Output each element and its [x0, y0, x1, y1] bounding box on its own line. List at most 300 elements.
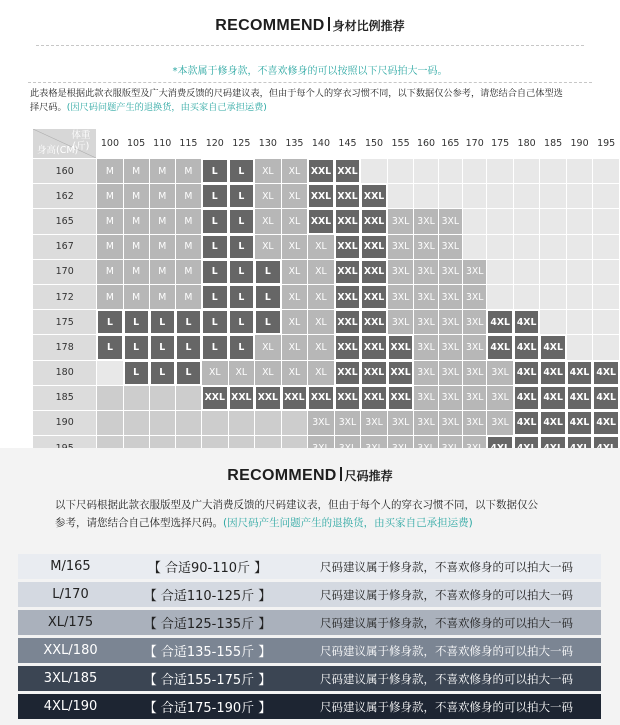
empty-cell [487, 184, 512, 208]
size-cell: 3XL [388, 310, 414, 334]
size-cell: M [150, 209, 175, 233]
size-cell: L [229, 209, 255, 233]
empty-cell [463, 184, 486, 208]
size-cell: 3XL [439, 235, 462, 259]
size-cell: 4XL [514, 411, 539, 435]
size-cell: XXL [308, 209, 334, 233]
size-cell: 4XL [593, 361, 619, 385]
weight-header-cell: 100 [97, 129, 122, 158]
size-cell: XXL [361, 386, 387, 410]
size-cell: XL [255, 361, 281, 385]
size-cell: XXL [255, 386, 281, 410]
size-label: XL/175 [47, 615, 94, 630]
size-cell: 3XL [487, 411, 512, 435]
title-separator [328, 17, 330, 31]
size-cell: L [229, 235, 255, 259]
size-cell: 3XL [388, 260, 414, 284]
size-cell: XL [308, 335, 334, 359]
fit-advice: 尺码建议属于修身款，不喜欢修身的可以拍大一码 [320, 643, 573, 658]
empty-cell [567, 159, 592, 183]
height-header-cell: 190 [33, 411, 96, 435]
size-cell: 3XL [439, 209, 462, 233]
size-cell: 3XL [463, 310, 486, 334]
height-header-cell: 170 [33, 260, 96, 284]
weight-range: 【 合适175-190斤 】 [143, 701, 272, 716]
empty-cell [514, 235, 539, 259]
empty-cell [487, 260, 512, 284]
table-row [33, 235, 619, 259]
empty-cell [463, 235, 486, 259]
section-title [0, 16, 620, 35]
size-cell: XXL [335, 159, 361, 183]
size-cell: 3XL [388, 411, 414, 435]
size-cell: L [229, 184, 255, 208]
table-row [33, 361, 619, 385]
size-label: L/170 [52, 587, 89, 602]
fit-advice: 尺码建议属于修身款，不喜欢修身的可以拍大一码 [320, 699, 573, 714]
empty-cell [540, 235, 565, 259]
empty-cell [388, 159, 414, 183]
size-cell: M [176, 285, 201, 309]
size-cell: L [255, 310, 281, 334]
size-cell: 3XL [414, 310, 437, 334]
size-recommend-row [18, 610, 601, 635]
weight-header-cell: 185 [540, 129, 565, 158]
size-cell: XL [308, 260, 334, 284]
height-axis-label: 身高(CM) [37, 145, 79, 156]
size-recommend-row [18, 694, 601, 719]
empty-cell [176, 411, 201, 435]
weight-header-cell: 125 [229, 129, 255, 158]
size-cell: XL [255, 235, 281, 259]
size-label: M/165 [50, 559, 91, 574]
size-cell: XXL [229, 386, 255, 410]
size-cell: 4XL [487, 335, 512, 359]
size-cell: M [150, 159, 175, 183]
empty-cell [463, 159, 486, 183]
size-cell: XXL [308, 159, 334, 183]
empty-cell [514, 209, 539, 233]
description-text: 择尺码。 [30, 102, 67, 113]
empty-cell [514, 285, 539, 309]
size-cell: L [255, 260, 281, 284]
empty-cell [567, 235, 592, 259]
empty-cell [150, 386, 175, 410]
size-cell: 3XL [388, 285, 414, 309]
size-cell: 4XL [567, 386, 592, 410]
size-cell: M [97, 235, 122, 259]
weight-label: 体重 [71, 130, 91, 141]
size-cell: 3XL [414, 235, 437, 259]
empty-cell [487, 159, 512, 183]
height-header-cell: 172 [33, 285, 96, 309]
size-cell: 3XL [414, 386, 437, 410]
empty-cell [567, 310, 592, 334]
size-cell: 3XL [414, 335, 437, 359]
title-en-2: RECOMMEND [227, 467, 337, 484]
height-header-cell: 180 [33, 361, 96, 385]
size-cell: 4XL [514, 310, 539, 334]
weight-range: 【 合适110-125斤 】 [143, 589, 272, 604]
empty-cell [282, 411, 308, 435]
size-cell: XXL [335, 260, 361, 284]
size-recommend-description [55, 496, 575, 532]
size-cell: 3XL [308, 411, 334, 435]
empty-cell [593, 260, 619, 284]
size-cell: XL [308, 235, 334, 259]
empty-cell [514, 260, 539, 284]
description-line-2 [55, 514, 575, 532]
weight-header-cell: 170 [463, 129, 486, 158]
table-row [33, 260, 619, 284]
size-recommend-row [18, 638, 601, 663]
title-cn: 身材比例推荐 [332, 19, 405, 33]
size-cell: XXL [361, 285, 387, 309]
size-cell: XL [255, 159, 281, 183]
fit-advice: 尺码建议属于修身款，不喜欢修身的可以拍大一码 [320, 559, 573, 574]
empty-cell [593, 285, 619, 309]
size-cell: M [97, 184, 122, 208]
size-cell: 4XL [540, 335, 565, 359]
size-cell: 3XL [439, 335, 462, 359]
empty-cell [439, 159, 462, 183]
empty-cell [361, 159, 387, 183]
fit-advice: 尺码建议属于修身款，不喜欢修身的可以拍大一码 [320, 615, 573, 630]
size-cell: 3XL [414, 209, 437, 233]
size-recommend-row [18, 554, 601, 579]
empty-cell [540, 285, 565, 309]
weight-header-cell: 165 [439, 129, 462, 158]
size-cell: XL [229, 361, 255, 385]
size-cell: XXL [361, 209, 387, 233]
slim-fit-note: *本款属于修身款，不喜欢修身的可以按照以下尺码拍大一码。 [172, 66, 448, 77]
title-cn-2: 尺码推荐 [344, 469, 393, 483]
description-line-1: 以下尺码根据此款衣服版型及广大消费反馈的尺码建议表，但由于每个人的穿衣习惯不同，以下数据仅公 [55, 499, 538, 511]
size-recommend-row [18, 666, 601, 691]
empty-cell [540, 209, 565, 233]
size-cell: M [176, 184, 201, 208]
fit-advice: 尺码建议属于修身款，不喜欢修身的可以拍大一码 [320, 671, 573, 686]
size-cell: 4XL [593, 386, 619, 410]
empty-cell [540, 184, 565, 208]
description-line-2 [30, 101, 600, 115]
empty-cell [124, 386, 149, 410]
size-cell: XXL [335, 209, 361, 233]
empty-cell [593, 235, 619, 259]
empty-cell [487, 235, 512, 259]
size-cell: XXL [361, 235, 387, 259]
weight-range: 【 合适155-175斤 】 [143, 673, 272, 688]
size-cell: XL [282, 159, 308, 183]
size-cell: 3XL [439, 411, 462, 435]
size-cell: XXL [335, 184, 361, 208]
size-cell: XXL [388, 335, 414, 359]
size-cell: L [176, 310, 201, 334]
size-cell: 3XL [439, 285, 462, 309]
table-row [33, 209, 619, 233]
size-cell: XXL [361, 260, 387, 284]
empty-cell [176, 386, 201, 410]
size-cell: M [124, 159, 149, 183]
size-cell: M [97, 159, 122, 183]
title-en: RECOMMEND [215, 17, 325, 34]
size-cell: XXL [361, 361, 387, 385]
size-cell: XL [255, 335, 281, 359]
size-cell: L [124, 310, 149, 334]
empty-cell [463, 209, 486, 233]
height-header-cell: 185 [33, 386, 96, 410]
size-cell: 3XL [487, 361, 512, 385]
size-cell: L [150, 335, 175, 359]
size-cell: L [202, 260, 228, 284]
weight-range: 【 合适125-135斤 】 [143, 617, 272, 632]
height-header-cell: 175 [33, 310, 96, 334]
size-cell: 3XL [361, 411, 387, 435]
weight-header-cell: 180 [514, 129, 539, 158]
size-chart-body [33, 129, 619, 460]
size-cell: 4XL [540, 411, 565, 435]
height-header-cell: 165 [33, 209, 96, 233]
size-cell: M [150, 285, 175, 309]
size-cell: 3XL [414, 260, 437, 284]
size-cell: XL [282, 361, 308, 385]
size-cell: XL [282, 310, 308, 334]
size-cell: L [97, 310, 122, 334]
size-cell: XXL [308, 386, 334, 410]
empty-cell [202, 411, 228, 435]
empty-cell [540, 260, 565, 284]
weight-header-cell: 135 [282, 129, 308, 158]
size-cell: 3XL [463, 411, 486, 435]
size-label: 3XL/185 [43, 671, 98, 686]
size-cell: XXL [361, 335, 387, 359]
weight-header-cell: 105 [124, 129, 149, 158]
size-cell: XXL [335, 235, 361, 259]
size-cell: M [97, 260, 122, 284]
table-row [33, 285, 619, 309]
size-cell: L [97, 335, 122, 359]
weight-header-cell: 155 [388, 129, 414, 158]
size-cell: XXL [308, 184, 334, 208]
height-header-cell: 167 [33, 235, 96, 259]
height-header-cell: 178 [33, 335, 96, 359]
weight-header-cell: 110 [150, 129, 175, 158]
size-cell: XXL [335, 335, 361, 359]
empty-cell [540, 159, 565, 183]
empty-cell [593, 159, 619, 183]
size-cell: L [255, 285, 281, 309]
size-cell: M [124, 184, 149, 208]
size-cell: 3XL [439, 386, 462, 410]
return-policy-note: (因尺码问题产生的退换货，由买家自己承担运费) [66, 102, 267, 113]
table-row [33, 411, 619, 435]
size-cell: XL [255, 184, 281, 208]
weight-header-cell: 190 [567, 129, 592, 158]
empty-cell [150, 411, 175, 435]
empty-cell [540, 310, 565, 334]
size-cell: XXL [335, 386, 361, 410]
size-cell: XXL [202, 386, 228, 410]
weight-header-cell: 140 [308, 129, 334, 158]
weight-header-cell: 130 [255, 129, 281, 158]
size-cell: L [150, 310, 175, 334]
size-cell: 3XL [463, 260, 486, 284]
empty-cell [97, 361, 122, 385]
empty-cell [593, 335, 619, 359]
size-cell: 3XL [463, 361, 486, 385]
empty-cell [593, 310, 619, 334]
size-cell: 3XL [439, 361, 462, 385]
empty-cell [567, 209, 592, 233]
size-cell: 4XL [593, 411, 619, 435]
section-title-2 [0, 466, 620, 485]
size-cell: 3XL [335, 411, 361, 435]
table-row [33, 386, 619, 410]
size-cell: L [202, 235, 228, 259]
weight-header-row [33, 129, 619, 158]
return-policy-note: (因尺码产生问题产生的退换货，由买家自己承担运费) [223, 517, 473, 529]
empty-cell [414, 159, 437, 183]
empty-cell [593, 184, 619, 208]
size-label: XXL/180 [43, 643, 98, 658]
weight-header-cell: 195 [593, 129, 619, 158]
size-cell: L [176, 361, 201, 385]
size-cell: M [176, 235, 201, 259]
size-label: 4XL/190 [43, 699, 98, 714]
weight-range: 【 合适90-110斤 】 [147, 561, 268, 576]
size-cell: XL [282, 184, 308, 208]
size-cell: XXL [361, 184, 387, 208]
empty-cell [514, 184, 539, 208]
size-cell: 4XL [540, 361, 565, 385]
empty-cell [487, 285, 512, 309]
empty-cell [514, 159, 539, 183]
size-cell: XL [282, 260, 308, 284]
size-cell: XL [202, 361, 228, 385]
size-cell: M [150, 184, 175, 208]
table-description [30, 87, 600, 115]
size-cell: XXL [335, 361, 361, 385]
size-cell: M [124, 235, 149, 259]
fit-advice: 尺码建议属于修身款，不喜欢修身的可以拍大一码 [320, 587, 573, 602]
size-cell: 4XL [567, 411, 592, 435]
size-cell: 4XL [540, 386, 565, 410]
size-cell: XL [282, 285, 308, 309]
empty-cell [567, 184, 592, 208]
size-cell: 4XL [514, 386, 539, 410]
empty-cell [97, 411, 122, 435]
size-cell: L [229, 285, 255, 309]
height-header-cell: 162 [33, 184, 96, 208]
size-recommend-row [18, 582, 601, 607]
weight-range: 【 合适135-155斤 】 [143, 645, 272, 660]
size-cell: L [229, 260, 255, 284]
weight-header-cell: 115 [176, 129, 201, 158]
empty-cell [388, 184, 414, 208]
size-cell: 3XL [463, 335, 486, 359]
empty-cell [255, 411, 281, 435]
table-row [33, 310, 619, 334]
size-cell: L [202, 184, 228, 208]
size-cell: M [124, 285, 149, 309]
size-cell: L [124, 335, 149, 359]
size-cell: 3XL [414, 285, 437, 309]
weight-header-cell: 145 [335, 129, 361, 158]
weight-header-cell: 175 [487, 129, 512, 158]
empty-cell [567, 260, 592, 284]
empty-cell [124, 411, 149, 435]
size-cell: 3XL [439, 260, 462, 284]
description-text: 参考，请您结合自己体型选择尺码。 [55, 517, 223, 529]
height-header-cell: 160 [33, 159, 96, 183]
size-cell: 3XL [414, 361, 437, 385]
weight-header-cell: 120 [202, 129, 228, 158]
size-cell: 4XL [514, 335, 539, 359]
size-cell: M [176, 260, 201, 284]
weight-header-cell: 150 [361, 129, 387, 158]
empty-cell [229, 411, 255, 435]
size-cell: 3XL [388, 235, 414, 259]
size-cell: XL [308, 361, 334, 385]
size-cell: L [150, 361, 175, 385]
table-row [33, 335, 619, 359]
size-cell: XXL [388, 386, 414, 410]
size-cell: L [229, 335, 255, 359]
size-cell: M [97, 285, 122, 309]
size-cell: XXL [335, 310, 361, 334]
size-cell: L [202, 310, 228, 334]
size-cell: L [229, 310, 255, 334]
size-cell: XXL [335, 285, 361, 309]
size-cell: M [176, 209, 201, 233]
size-cell: L [176, 335, 201, 359]
size-cell: XXL [388, 361, 414, 385]
size-cell: 3XL [414, 411, 437, 435]
size-cell: 3XL [487, 386, 512, 410]
weight-header-cell: 160 [414, 129, 437, 158]
size-cell: XL [282, 235, 308, 259]
size-cell: XL [308, 285, 334, 309]
size-cell: 3XL [439, 310, 462, 334]
size-cell: M [124, 209, 149, 233]
empty-cell [97, 386, 122, 410]
size-cell: L [202, 209, 228, 233]
size-cell: M [150, 235, 175, 259]
empty-cell [439, 184, 462, 208]
empty-cell [567, 285, 592, 309]
size-cell: M [150, 260, 175, 284]
size-cell: 4XL [567, 361, 592, 385]
size-cell: L [202, 335, 228, 359]
size-chart-table [32, 128, 620, 461]
size-cell: XL [282, 335, 308, 359]
size-cell: XL [308, 310, 334, 334]
size-cell: XXL [361, 310, 387, 334]
size-cell: 3XL [388, 209, 414, 233]
size-cell: XL [282, 209, 308, 233]
empty-cell [487, 209, 512, 233]
size-cell: M [97, 209, 122, 233]
divider [28, 82, 592, 83]
title-separator [340, 467, 342, 481]
size-cell: 4XL [514, 361, 539, 385]
size-cell: L [124, 361, 149, 385]
description-line-1: 此表格是根据此款衣服版型及广大消费反馈的尺码建议表，但由于每个人的穿衣习惯不同，以下数据仅公参考，请您结合自己体型选 [30, 88, 563, 99]
table-row [33, 159, 619, 183]
table-row [33, 184, 619, 208]
table-corner [33, 129, 96, 158]
size-cell: 4XL [487, 310, 512, 334]
